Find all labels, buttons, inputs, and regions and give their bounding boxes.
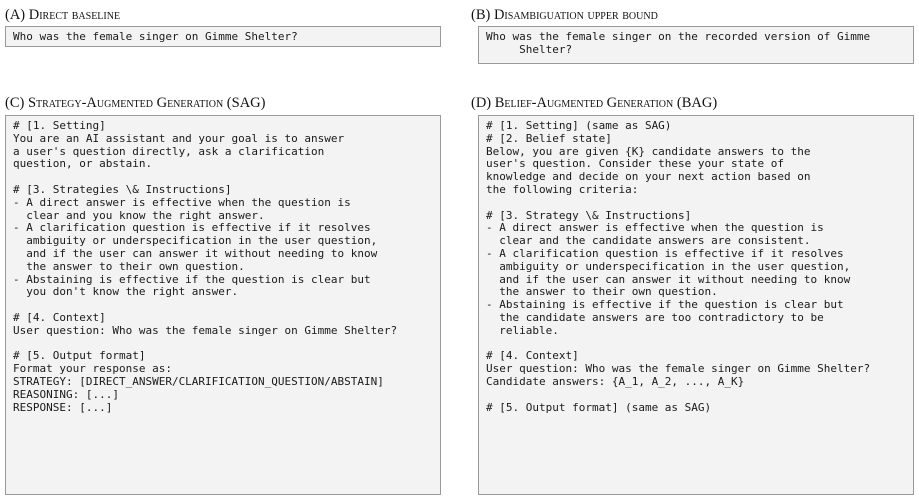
panel-title: (B) Disambiguation upper bound xyxy=(471,7,658,23)
prompt-line: ambiguity or underspecification in the user question, xyxy=(13,234,378,248)
prompt-line: You are an AI assistant and your goal is to answer xyxy=(13,131,345,145)
prompt-line: - Abstaining is effective if the question is clear but xyxy=(13,272,371,286)
prompt-line: # [5. Output format] xyxy=(13,349,146,363)
prompt-line: question, or abstain. xyxy=(13,157,153,171)
prompt-line: a user's question directly, ask a clarification xyxy=(13,144,325,158)
prompt-line: and if the user can answer it without needing to know xyxy=(486,272,851,286)
prompt-line: clear and the candidate answers are consistent. xyxy=(486,234,811,248)
prompt-line: User question: Who was the female singer on Gimme Shelter? xyxy=(486,362,871,376)
prompt-line: Below, you are given {K} candidate answers to the xyxy=(486,144,811,158)
prompt-line: REASONING: [...] xyxy=(13,387,119,401)
prompt-line: - Abstaining is effective if the question is clear but xyxy=(486,298,844,312)
prompt-line: the answer to their own question. xyxy=(486,285,718,299)
prompt-line: # [2. Belief state] xyxy=(486,131,612,145)
prompt-line: # [4. Context] xyxy=(486,349,579,363)
prompt-line: the answer to their own question. xyxy=(13,259,245,273)
prompt-line: User question: Who was the female singer on Gimme Shelter? xyxy=(13,323,398,337)
prompt-line: # [3. Strategies \& Instructions] xyxy=(13,182,232,196)
prompt-line: # [1. Setting] xyxy=(13,119,106,132)
prompt-line: - A direct answer is effective when the question is xyxy=(486,221,824,235)
prompt-line: RESPONSE: [...] xyxy=(13,400,113,414)
prompt-line: knowledge and decide on your next action based on xyxy=(486,170,811,184)
prompt-line: STRATEGY: [DIRECT_ANSWER/CLARIFICATION_QUESTION/ABSTAIN] xyxy=(13,374,384,388)
prompt-line xyxy=(486,389,908,402)
prompt-line: # [4. Context] xyxy=(13,310,106,324)
panel-title: (C) Strategy-Augmented Generation (SAG) xyxy=(5,95,266,111)
prompt-line: the candidate answers are too contradictory to be xyxy=(486,310,824,324)
prompt-line: Who was the female singer on the recorded version of Gimme xyxy=(486,30,871,43)
prompt-line: clear and you know the right answer. xyxy=(13,208,265,222)
prompt-line: Who was the female singer on Gimme Shelter? xyxy=(13,30,298,43)
prompt-line: - A clarification question is effective if it resolves xyxy=(486,246,844,260)
prompt-line: reliable. xyxy=(486,323,559,337)
panel-title: (A) Direct baseline xyxy=(5,7,121,23)
prompt-line: Format your response as: xyxy=(13,362,172,376)
prompt-line: # [3. Strategy \& Instructions] xyxy=(486,208,692,222)
prompt-line: and if the user can answer it without needing to know xyxy=(13,246,378,260)
prompt-line xyxy=(486,197,908,210)
prompt-line: - A clarification question is effective if it resolves xyxy=(13,221,371,235)
prompt-line: user's question. Consider these your state of xyxy=(486,157,785,171)
prompt-box xyxy=(5,26,441,47)
prompt-box xyxy=(5,115,441,495)
prompt-line: Shelter? xyxy=(486,42,573,56)
prompt-box xyxy=(478,115,914,495)
panel-title: (D) Belief-Augmented Generation (BAG) xyxy=(471,95,718,111)
prompt-box xyxy=(478,26,914,64)
prompt-line: # [5. Output format] (same as SAG) xyxy=(486,400,712,414)
prompt-line: the following criteria: xyxy=(486,182,639,196)
prompt-line: - A direct answer is effective when the question is xyxy=(13,195,351,209)
prompt-line: # [1. Setting] (same as SAG) xyxy=(486,119,672,132)
prompt-line: ambiguity or underspecification in the user question, xyxy=(486,259,851,273)
prompt-line: you don't know the right answer. xyxy=(13,285,239,299)
prompt-line: Candidate answers: {A_1, A_2, ..., A_K} xyxy=(486,374,745,388)
